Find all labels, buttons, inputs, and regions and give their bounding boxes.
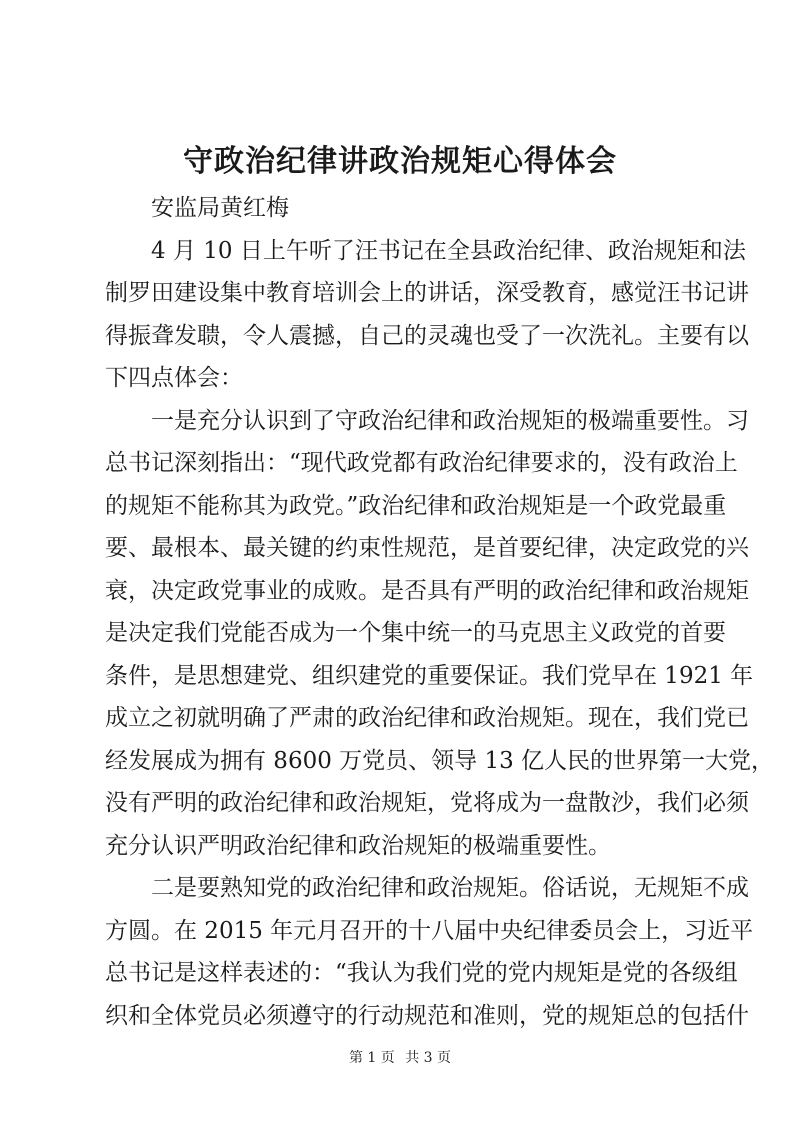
text-line: 一是充分认识到了守政治纪律和政治规矩的极端重要性。习 bbox=[151, 407, 749, 434]
page-total: 共 3 页 bbox=[405, 1050, 452, 1066]
text-line: 得振聋发聩，令人震撼，自己的灵魂也受了一次洗礼。主要有以 bbox=[105, 322, 749, 349]
document-title: 守政治纪律讲政治规矩心得体会 bbox=[183, 144, 617, 179]
text-line: 总书记深刻指出：“现代政党都有政治纪律要求的，没有政治上 bbox=[105, 450, 738, 476]
text-line: 方圆。在 2015 年元月召开的十八届中央纪律委员会上，习近平 bbox=[105, 917, 754, 944]
page-number: 第 1 页 bbox=[348, 1050, 395, 1066]
document-body bbox=[105, 187, 775, 1037]
text-line: 二是要熟知党的政治纪律和政治规矩。俗话说，无规矩不成 bbox=[151, 875, 749, 901]
text-line: 衰，决定政党事业的成败。是否具有严明的政治纪律和政治规矩 bbox=[105, 577, 749, 604]
text-line: 的规矩不能称其为政党。”政治纪律和政治规矩是一个政党最重 bbox=[105, 492, 727, 519]
page-footer bbox=[0, 1048, 800, 1068]
text-line: 没有严明的政治纪律和政治规矩，党将成为一盘散沙，我们必须 bbox=[105, 790, 749, 816]
text-line: 条件，是思想建党、组织建党的重要保证。我们党早在 1921 年 bbox=[105, 662, 754, 689]
text-line: 经发展成为拥有 8600 万党员、领导 13 亿人民的世界第一大党， bbox=[105, 747, 775, 774]
text-line: 总书记是这样表述的：“我认为我们党的党内规矩是党的各级组 bbox=[105, 960, 738, 986]
paragraph-lines bbox=[105, 230, 775, 1038]
text-line: 织和全体党员必须遵守的行动规范和准则，党的规矩总的包括什 bbox=[105, 1002, 749, 1029]
text-line: 充分认识严明政治纪律和政治规矩的极端重要性。 bbox=[105, 832, 611, 859]
text-line: 下四点体会： bbox=[105, 365, 243, 391]
text-line: 4 月 10 日上午听了汪书记在全县政治纪律、政治规矩和法 bbox=[151, 237, 746, 264]
text-line: 制罗田建设集中教育培训会上的讲话，深受教育，感觉汪书记讲 bbox=[105, 280, 749, 306]
text-line: 要、最根本、最关键的约束性规范，是首要纪律，决定政党的兴 bbox=[105, 535, 749, 561]
text-line: 是决定我们党能否成为一个集中统一的马克思主义政党的首要 bbox=[105, 620, 726, 646]
text-line: 成立之初就明确了严肃的政治纪律和政治规矩。现在，我们党已 bbox=[105, 705, 749, 731]
author-line: 安监局黄红梅 bbox=[151, 195, 289, 221]
